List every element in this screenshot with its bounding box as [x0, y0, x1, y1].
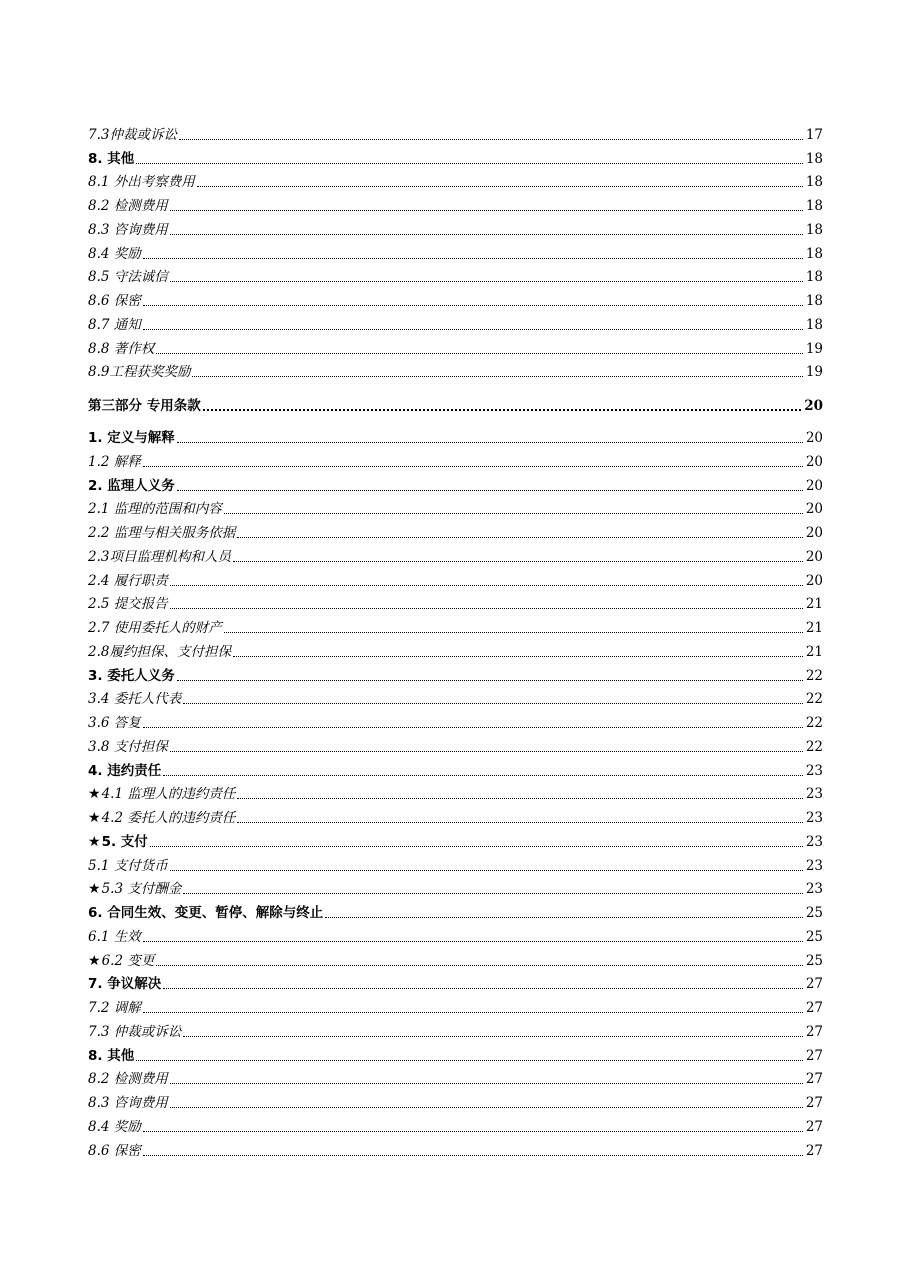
dot-leader — [170, 1107, 803, 1108]
dot-leader — [163, 775, 803, 776]
toc-entry-label: 2. 监理人义务 — [88, 477, 175, 494]
toc-entry-page-number: 19 — [805, 340, 823, 357]
toc-entry[interactable] — [88, 391, 823, 415]
toc-entry-page-number: 23 — [805, 857, 823, 874]
toc-entry[interactable] — [88, 1136, 823, 1160]
toc-entry[interactable] — [88, 263, 823, 287]
star-icon: ★ — [88, 881, 101, 898]
toc-entry-page-number: 18 — [805, 269, 823, 286]
toc-entry-label: 5.1 支付货币 — [88, 857, 168, 874]
toc-entry-title — [88, 810, 235, 827]
dot-leader — [170, 608, 803, 609]
toc-entry-label: 7. 争议解决 — [88, 976, 162, 993]
toc-entry-title — [88, 739, 168, 756]
table-of-contents — [88, 120, 823, 1160]
toc-entry-page-number: 27 — [805, 1047, 823, 1064]
star-icon: ★ — [88, 786, 101, 803]
toc-entry-page-number: 21 — [805, 620, 823, 636]
toc-entry-page-number: 20 — [805, 572, 823, 589]
toc-entry-label: 2.5 提交报告 — [88, 596, 168, 613]
toc-entry-label: 8. 其他 — [88, 150, 135, 167]
toc-entry[interactable] — [88, 590, 823, 614]
dot-leader — [325, 917, 803, 918]
toc-entry[interactable] — [88, 495, 823, 519]
toc-entry-label: 1.2 解释 — [88, 453, 141, 470]
toc-entry-page-number: 18 — [805, 221, 823, 238]
toc-entry[interactable] — [88, 168, 823, 192]
dot-leader — [183, 703, 803, 704]
toc-entry-page-number: 18 — [805, 174, 823, 191]
toc-entry-title — [88, 596, 168, 613]
toc-entry-title — [88, 127, 177, 144]
toc-entry-title — [88, 364, 190, 381]
toc-entry-page-number: 25 — [805, 905, 823, 921]
toc-entry-page-number: 27 — [805, 1095, 823, 1111]
toc-entry-title — [88, 1095, 168, 1112]
toc-entry[interactable] — [88, 613, 823, 637]
dot-leader — [136, 1060, 803, 1061]
dot-leader — [170, 870, 803, 871]
star-icon: ★ — [88, 833, 101, 850]
toc-entry-title — [88, 620, 222, 637]
toc-entry[interactable] — [88, 827, 823, 851]
toc-entry-label: 2.7 使用委托人的财产 — [88, 620, 222, 636]
toc-entry[interactable] — [88, 637, 823, 661]
toc-entry-title — [88, 246, 141, 263]
toc-entry-label: 8.2 检测费用 — [88, 1071, 168, 1088]
toc-entry[interactable] — [88, 120, 823, 144]
dot-leader — [143, 727, 803, 728]
toc-entry-title — [88, 668, 175, 685]
toc-entry[interactable] — [88, 1112, 823, 1136]
toc-entry-title — [88, 549, 231, 566]
toc-entry-label: 8.4 奖励 — [88, 1118, 141, 1135]
toc-entry-page-number: 20 — [805, 525, 823, 541]
dot-leader — [183, 893, 802, 894]
toc-entry-title — [88, 1119, 141, 1136]
toc-entry-page-number: 22 — [805, 691, 823, 708]
toc-entry[interactable] — [88, 191, 823, 215]
dot-leader — [170, 281, 803, 282]
toc-entry-page-number: 20 — [805, 548, 823, 565]
dot-leader — [143, 1155, 803, 1156]
toc-entry-page-number: 18 — [805, 316, 823, 333]
dot-leader — [156, 353, 803, 354]
dot-leader — [183, 1036, 803, 1037]
toc-entry[interactable] — [88, 1041, 823, 1065]
toc-entry-title — [88, 430, 175, 447]
toc-entry-label: 2.3项目监理机构和人员 — [88, 548, 231, 565]
toc-entry-label: 8.9工程获奖奖励 — [88, 364, 191, 381]
toc-entry[interactable] — [88, 144, 823, 168]
toc-entry-title — [88, 1071, 168, 1088]
toc-entry-label: 7.3 仲裁或诉讼 — [88, 1023, 182, 1040]
toc-entry-page-number: 20 — [805, 477, 823, 494]
star-icon: ★ — [88, 952, 101, 969]
toc-entry-label: 1. 定义与解释 — [88, 430, 175, 446]
toc-entry-page-number: 20 — [805, 430, 823, 446]
toc-entry-label: 5.3 支付酬金 — [101, 881, 182, 898]
dot-leader — [237, 537, 803, 538]
toc-entry[interactable] — [88, 471, 823, 495]
dot-leader — [192, 376, 802, 377]
toc-entry-label: 4.1 监理人的违约责任 — [101, 786, 236, 803]
dot-leader — [143, 305, 803, 306]
toc-entry-title — [88, 1048, 134, 1065]
toc-entry-label: 2.8履约担保、支付担保 — [88, 643, 231, 660]
toc-entry-page-number: 20 — [805, 501, 823, 518]
toc-entry-label: 3.4 委托人代表 — [88, 691, 182, 708]
dot-leader — [170, 751, 803, 752]
dot-leader — [179, 139, 803, 140]
toc-entry-label: 8.8 著作权 — [88, 340, 155, 357]
toc-entry[interactable] — [88, 803, 823, 827]
toc-entry-label: 2.2 监理与相关服务依据 — [88, 525, 236, 541]
toc-entry-title — [88, 222, 168, 239]
toc-entry-page-number: 22 — [805, 715, 823, 731]
toc-entry-page-number: 23 — [805, 786, 823, 803]
toc-entry-label: 8. 其他 — [88, 1047, 135, 1064]
toc-entry-title — [88, 881, 181, 898]
toc-entry-page-number: 23 — [805, 881, 823, 898]
toc-entry[interactable] — [88, 239, 823, 263]
toc-entry-title — [88, 1000, 141, 1017]
dot-leader — [177, 680, 803, 681]
toc-entry-page-number: 18 — [805, 198, 823, 214]
toc-entry-page-number: 21 — [805, 596, 823, 613]
toc-entry-label: 3.6 答复 — [88, 715, 141, 731]
toc-entry[interactable] — [88, 286, 823, 310]
toc-entry-title — [88, 1024, 181, 1041]
toc-entry[interactable] — [88, 334, 823, 358]
star-icon: ★ — [88, 810, 101, 826]
toc-entry-title — [88, 573, 168, 590]
toc-entry[interactable] — [88, 851, 823, 875]
toc-entry-page-number: 23 — [805, 810, 823, 826]
dot-leader — [143, 329, 803, 330]
dot-leader — [170, 210, 803, 211]
dot-leader — [233, 656, 803, 657]
toc-entry[interactable] — [88, 566, 823, 590]
toc-entry-title — [88, 691, 181, 708]
toc-entry-title — [88, 501, 222, 518]
toc-entry-label: 8.1 外出考察费用 — [88, 174, 195, 191]
toc-entry-page-number: 18 — [805, 150, 823, 167]
dot-leader — [233, 561, 803, 562]
toc-entry-label: 3. 委托人义务 — [88, 667, 175, 684]
dot-leader — [150, 846, 803, 847]
toc-entry-label: 4. 违约责任 — [88, 762, 162, 779]
toc-entry-label: 8.5 守法诚信 — [88, 269, 168, 286]
toc-entry[interactable] — [88, 542, 823, 566]
dot-leader — [224, 632, 803, 633]
toc-entry-label: 2.1 监理的范围和内容 — [88, 501, 222, 518]
dot-leader — [143, 941, 803, 942]
dot-leader — [143, 1131, 803, 1132]
toc-entry[interactable] — [88, 993, 823, 1017]
toc-entry-label: 8.2 检测费用 — [88, 198, 168, 214]
toc-entry-page-number: 25 — [805, 928, 823, 945]
toc-entry-page-number: 23 — [805, 833, 823, 850]
dot-leader — [170, 234, 803, 235]
toc-entry[interactable] — [88, 447, 823, 471]
toc-entry-page-number: 27 — [805, 1023, 823, 1040]
toc-entry[interactable] — [88, 215, 823, 239]
toc-entry-label: 8.3 咨询费用 — [88, 221, 168, 238]
toc-entry-label: 6.1 生效 — [88, 928, 141, 945]
toc-entry-title — [88, 478, 175, 495]
toc-entry-title — [88, 317, 141, 334]
toc-entry-label: 7.3仲裁或诉讼 — [88, 126, 177, 143]
toc-entry-title — [88, 786, 235, 803]
toc-entry[interactable] — [88, 685, 823, 709]
toc-entry-title — [88, 454, 141, 471]
toc-entry[interactable] — [88, 780, 823, 804]
toc-entry[interactable] — [88, 358, 823, 382]
dot-leader — [170, 585, 803, 586]
toc-entry-label: 8.7 通知 — [88, 316, 141, 333]
toc-entry-page-number: 18 — [805, 293, 823, 309]
toc-entry-title — [88, 341, 154, 358]
dot-leader — [143, 258, 803, 259]
toc-entry-label: 8.3 咨询费用 — [88, 1095, 168, 1111]
toc-entry-title — [88, 763, 161, 780]
toc-entry-page-number: 21 — [805, 643, 823, 660]
toc-entry-title — [88, 834, 148, 851]
toc-entry-title — [88, 269, 168, 286]
toc-entry-title — [88, 525, 235, 542]
dot-leader — [156, 965, 802, 966]
toc-entry-label: 第三部分 专用条款 — [88, 398, 201, 415]
toc-entry[interactable] — [88, 875, 823, 899]
dot-leader — [197, 186, 803, 187]
toc-entry[interactable] — [88, 732, 823, 756]
toc-entry-title — [88, 644, 231, 661]
toc-entry-title — [88, 151, 134, 168]
dot-leader — [136, 163, 803, 164]
toc-entry-title — [88, 953, 154, 970]
toc-entry-page-number: 20 — [805, 453, 823, 470]
toc-entry-title — [88, 174, 195, 191]
toc-entry[interactable] — [88, 1065, 823, 1089]
dot-leader — [143, 466, 803, 467]
toc-entry-label: 8.4 奖励 — [88, 245, 141, 262]
toc-entry-page-number: 22 — [805, 667, 823, 684]
toc-entry-label: 2.4 履行职责 — [88, 572, 168, 589]
toc-entry-page-number: 22 — [805, 738, 823, 755]
toc-entry-label: 5. 支付 — [101, 833, 148, 850]
toc-entry-page-number: 23 — [805, 762, 823, 779]
dot-leader — [163, 988, 803, 989]
toc-entry-page-number: 27 — [805, 1118, 823, 1135]
dot-leader — [203, 409, 802, 411]
dot-leader — [177, 490, 803, 491]
toc-entry-title — [88, 929, 141, 946]
toc-entry-page-number: 18 — [805, 245, 823, 262]
toc-entry-page-number: 17 — [805, 126, 823, 143]
toc-entry-label: 3.8 支付担保 — [88, 738, 168, 755]
toc-entry[interactable] — [88, 970, 823, 994]
dot-leader — [177, 442, 803, 443]
toc-entry[interactable] — [88, 423, 823, 447]
toc-entry-label: 6. 合同生效、变更、暂停、解除与终止 — [88, 905, 324, 921]
toc-entry[interactable] — [88, 708, 823, 732]
toc-entry-page-number: 27 — [805, 1142, 823, 1159]
dot-leader — [170, 1083, 803, 1084]
toc-entry-title — [88, 976, 161, 993]
toc-entry-title — [88, 198, 168, 215]
toc-entry[interactable] — [88, 1017, 823, 1041]
dot-leader — [143, 1012, 803, 1013]
toc-entry[interactable] — [88, 1088, 823, 1112]
toc-entry[interactable] — [88, 898, 823, 922]
toc-entry-title — [88, 715, 141, 732]
dot-leader — [237, 798, 802, 799]
toc-entry[interactable] — [88, 518, 823, 542]
toc-entry-label: 8.6 保密 — [88, 293, 141, 309]
toc-entry-label: 7.2 调解 — [88, 1000, 141, 1016]
toc-entry-page-number: 27 — [805, 976, 823, 993]
toc-entry-page-number: 19 — [805, 364, 823, 381]
toc-entry-label: 4.2 委托人的违约责任 — [101, 810, 236, 826]
toc-entry-page-number: 27 — [805, 1000, 823, 1016]
toc-entry[interactable] — [88, 756, 823, 780]
toc-entry-page-number: 20 — [804, 398, 823, 415]
toc-entry-page-number: 25 — [805, 952, 823, 969]
toc-entry-title — [88, 398, 201, 415]
toc-entry[interactable] — [88, 922, 823, 946]
toc-entry[interactable] — [88, 946, 823, 970]
toc-entry-page-number: 27 — [805, 1071, 823, 1088]
toc-entry-title — [88, 858, 168, 875]
toc-entry-title — [88, 1143, 141, 1160]
dot-leader — [224, 513, 803, 514]
toc-entry-title — [88, 905, 323, 922]
toc-entry-title — [88, 293, 141, 310]
toc-entry-label: 8.6 保密 — [88, 1142, 141, 1159]
toc-entry[interactable] — [88, 310, 823, 334]
toc-entry-label: 6.2 变更 — [101, 952, 155, 969]
dot-leader — [237, 822, 802, 823]
toc-entry[interactable] — [88, 661, 823, 685]
